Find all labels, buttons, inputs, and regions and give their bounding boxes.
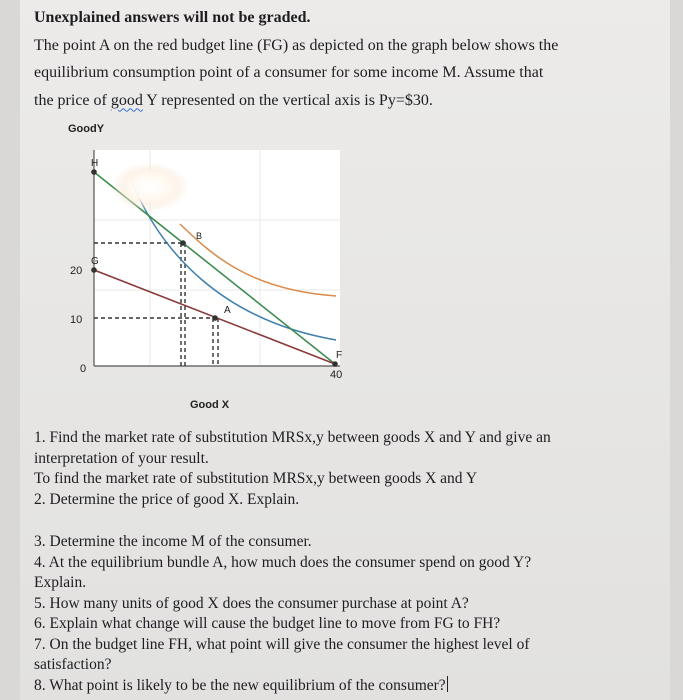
label-h: H [91,158,99,169]
question-8 [34,676,659,697]
label-a: A [224,305,231,316]
question-1-line-1: 1. Find the market rate of substitution MRSx,y between goods X and Y and give an [34,429,551,446]
question-4-line-2: Explain. [34,574,87,591]
light-glare [112,163,188,211]
intro-title: Unexplained answers will not be graded. [34,9,311,26]
point-h-marker [91,169,97,175]
point-f-marker [332,361,338,367]
spellcheck-word: good [110,91,143,109]
label-g: G [91,256,99,267]
question-1-line-2: interpretation of your result. [34,449,209,467]
question-5: 5. How many units of good X does the consumer purchase at point A? [34,594,469,612]
y-axis-label: GoodY [68,123,105,135]
tick-40: 40 [330,369,343,381]
question-7-line-1: 7. On the budget line FH, what point will give the consumer the highest level of [34,635,530,653]
text-cursor [447,676,449,692]
label-b: B [196,231,203,241]
question-6: 6. Explain what change will cause the budget line to move from FG to FH? [34,615,501,632]
tick-10: 10 [70,314,83,326]
question-3: 3. Determine the income M of the consumer. [34,533,312,550]
x-axis-label: Good X [190,399,230,411]
point-b-marker [180,240,186,246]
intro-line-2: equilibrium consumption point of a consumer for some income M. Assume that [34,64,544,81]
point-a-marker [212,315,218,321]
tick-0: 0 [80,363,87,375]
intro-line-3-start: the price of [34,91,111,109]
question-8-text: 8. What point is likely to be the new equilibrium of the consumer? [34,676,446,694]
question-4-line-1: 4. At the equilibrium bundle A, how much does the consumer spend on good Y? [34,553,532,571]
tick-20: 20 [70,265,83,277]
label-f: F [336,350,343,361]
question-7-line-2: satisfaction? [34,656,112,673]
question-2: 2. Determine the price of good X. Explain. [34,490,300,508]
intro-line-3-end: Y represented on the vertical axis is Py=$30. [142,91,433,109]
point-g-marker [91,267,97,273]
question-1-block [34,428,659,510]
question-3-block [34,532,659,696]
intro-line-1: The point A on the red budget line (FG) as depicted on the graph below shows the [34,36,559,54]
question-1-line-3: To find the market rate of substitution MRSx,y between goods X and Y [34,470,478,487]
